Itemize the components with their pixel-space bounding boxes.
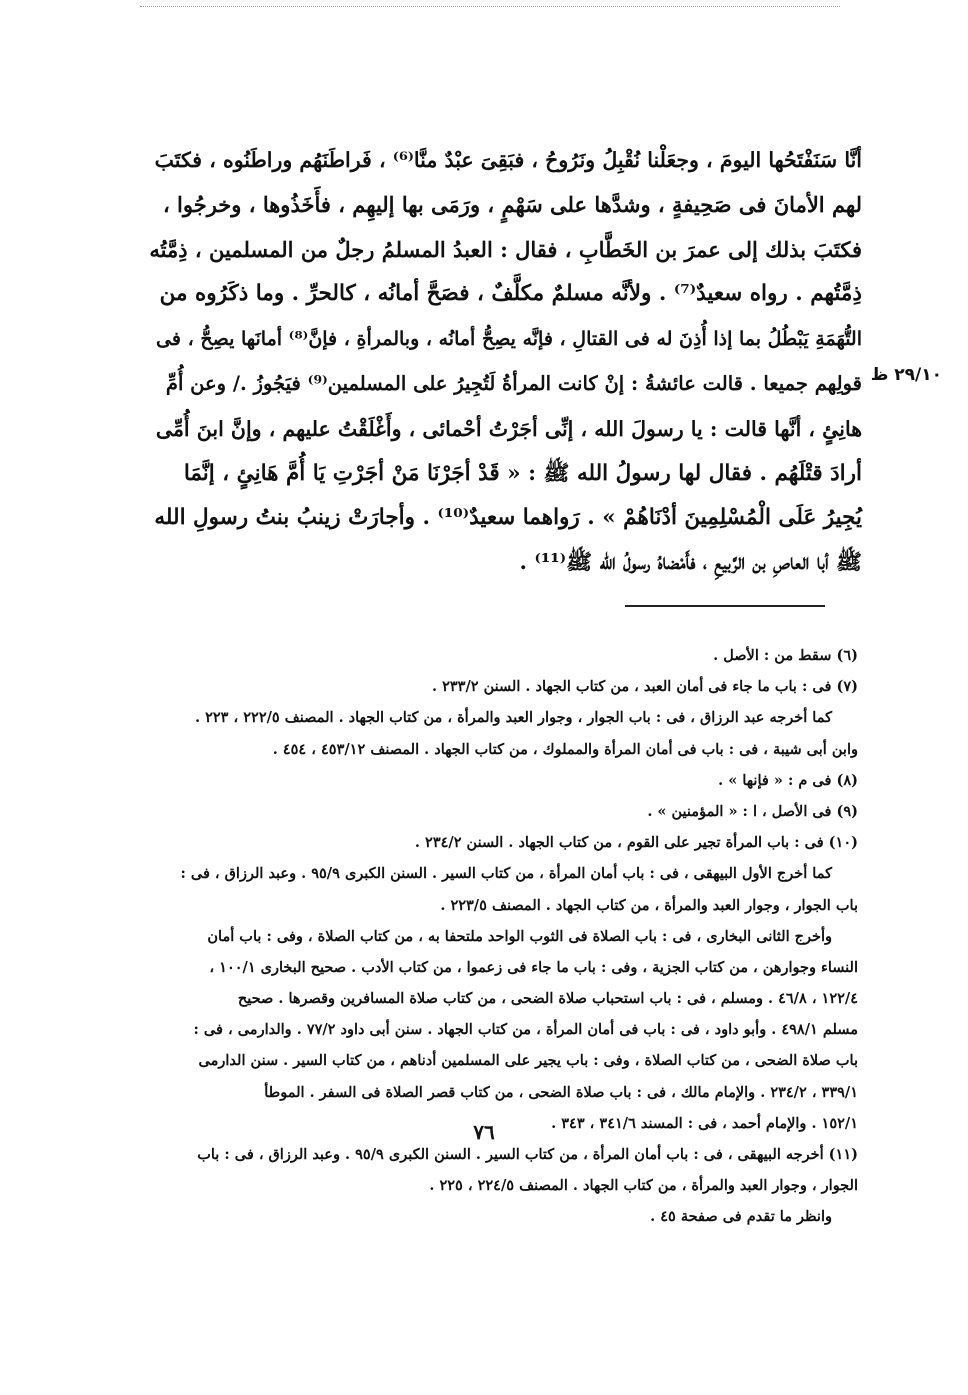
main-line: أنَّا سَنَفْتَحُها اليومَ ، وجعَلْنا نُقْبِلُ ونَرُوحُ ، فبَقِىَ عبْدٌ منَّا⁽⁶⁾ ، فَراطَنَهُم وراطَنُوه ، فكتَبَ <box>154 148 862 172</box>
footnote-line: النساء وجوارهن ، من كتاب الجزية ، وفى : باب ما جاء فى زعموا ، من كتاب الأدب . صحيح البخارى ١٠٠/١ ، <box>209 958 858 976</box>
main-line: فكتَبَ بذلك إلى عمرَ بن الخَطَّابِ ، فقال : العبدُ المسلمُ رجلٌ من المسلمين ، ذِمَّتُه <box>149 236 862 262</box>
main-line: هانِئٍ ، أنَّها قالت : يا رسولَ الله ، إنِّى أجَرْتُ أحْمائى ، وأَغْلَقْتُ عليهم ، وإنَّ ابنَ أُمِّى <box>155 416 862 441</box>
footnote-line: الجوار ، وجوار العبد والمرأة ، من كتاب الجهاد . المصنف ٢٢٤/٥ ، ٢٢٥ . <box>429 1177 858 1195</box>
margin-manuscript-reference: ٢٩/١٠ ظ <box>870 365 942 385</box>
main-line: ﷺ أبا العاصِ بن الرَّبيعِ ، فأَمْضاهُ رسولُ الله ﷺ⁽¹¹⁾ . <box>519 550 862 576</box>
footnote-line: كما أخرجه عبد الرزاق ، فى : باب الجوار ، وجوار العبد والمرأة ، من كتاب الجهاد . المصنف ٢٢٢/٥ ، ٢٢٣ . <box>194 709 832 727</box>
footnote-line: مسلم ٤٩٨/١ . وأبو داود ، فى : باب فى أمان المرأة ، من كتاب الجهاد . سنن أبى داود ٧٧/٢ . والدارمى ، فى : <box>193 1021 858 1039</box>
main-line: يُجِيرُ عَلَى الْمُسْلِمِينَ أدْنَاهُمْ » . رَواهما سعيدٌ⁽¹⁰⁾ . وأجارَتْ زينبُ بنتُ رسولِ الله <box>154 505 862 531</box>
footnote-line: (٦) سقط من : الأصل . <box>713 647 858 664</box>
footnote-line: كما أخرج الأول البيهقى ، فى : باب أمان المرأة ، من كتاب السير . السنن الكبرى ٩٥/٩ . وعبد الرزاق ، فى : <box>180 865 832 883</box>
main-line: قولِهم جميعا . قالت عائشةُ : إنْ كانت المرأةُ لَتُجِيرُ على المسلمين⁽⁹⁾ فيَجُوزُ ./ وعن أُمِّ <box>165 371 862 395</box>
footnote-line: وابن أبى شيبة ، فى : باب فى أمان المرأة والمملوك ، من كتاب الجهاد . المصنف ٤٥٣/١٢ ، ٤٥٤ . <box>272 740 858 758</box>
main-text-block <box>150 138 862 586</box>
footnote-line: باب الجوار ، وجوار العبد والمرأة ، من كتاب الجهاد . المصنف ٢٢٣/٥ . <box>440 896 858 914</box>
footnote-line: (١٠) فى : باب المرأة تجير على القوم ، من كتاب الجهاد . السنن ٢٣٤/٢ . <box>414 834 858 852</box>
main-line: لهم الأمانَ فى صَحِيفةٍ ، وشدَّها على سَهْمٍ ، ورَمَى بها إليهِم ، فأَخَذُوها ، وخرجُوا ، <box>162 191 862 217</box>
footnote-line: وأخرج الثانى البخارى ، فى : باب الصلاة فى الثوب الواحد ملتحفا به ، من كتاب الصلاة ، وفى : باب أمان <box>207 927 832 945</box>
main-line: ذِمَّتُهم . رواه سعيدٌ⁽⁷⁾ . ولأنَّه مسلمٌ مكلَّفٌ ، فصَحَّ أمانُه ، كالحرِّ . وما ذكَرُوه من <box>159 281 862 307</box>
footnote-line: (٧) فى : باب ما جاء فى أمان العبد ، من كتاب الجهاد . السنن ٢٣٣/٢ . <box>431 678 858 696</box>
main-line: التُّهَمَةِ يَبْطُلُ بما إذا أُذِنَ له فى القتالِ ، فإنَّه يصِحُّ أمانُه ، وبالمرأةِ ، فإنَّ⁽⁸⁾ أمانَها يصِحُّ ، فى <box>156 328 862 351</box>
footnote-line: ١٢٢/٤ ، ٤٦/٨ . ومسلم ، فى : باب استحباب صلاة الضحى ، من كتاب صلاة المسافرين وقصرها . صحيح <box>237 990 858 1008</box>
top-dotted-rule <box>140 6 840 7</box>
footnote-line: (٩) فى الأصل ، ا : « المؤمنين » . <box>647 802 858 820</box>
footnote-separator <box>625 605 825 607</box>
footnote-line: (٨) فى م : « فإنها » . <box>718 771 858 789</box>
footnote-line: ٣٣٩/١ ، ٢٣٤/٢ . والإمام مالك ، فى : باب صلاة الضحى ، من كتاب قصر الصلاة فى السفر . الموطأ <box>264 1083 858 1101</box>
footnote-line: وانظر ما تقدم فى صفحة ٤٥ . <box>650 1208 832 1226</box>
footnote-line: (١١) أخرجه البيهقى ، فى : باب أمان المرأة ، من كتاب السير . السنن الكبرى ٩٥/٩ . وعبد الرزاق ، فى : باب <box>197 1146 858 1163</box>
main-line: أرادَ قتْلَهُم . فقال لها رسولُ الله ﷺ : « قَدْ أجَرْنَا مَنْ أجَرْتِ يَا أُمَّ هَانِئٍ ، إنَّمَا <box>183 460 862 486</box>
page-number: ٧٦ <box>473 1120 495 1144</box>
footnote-line: باب صلاة الضحى ، من كتاب الصلاة ، وفى : باب يجير على المسلمين أدناهم ، من كتاب السير . سنن الدارمى <box>198 1052 858 1070</box>
footnote-line: ١٥٢/١ . والإمام أحمد ، فى : المسند ٣٤١/٦ ، ٣٤٣ . <box>551 1114 858 1132</box>
